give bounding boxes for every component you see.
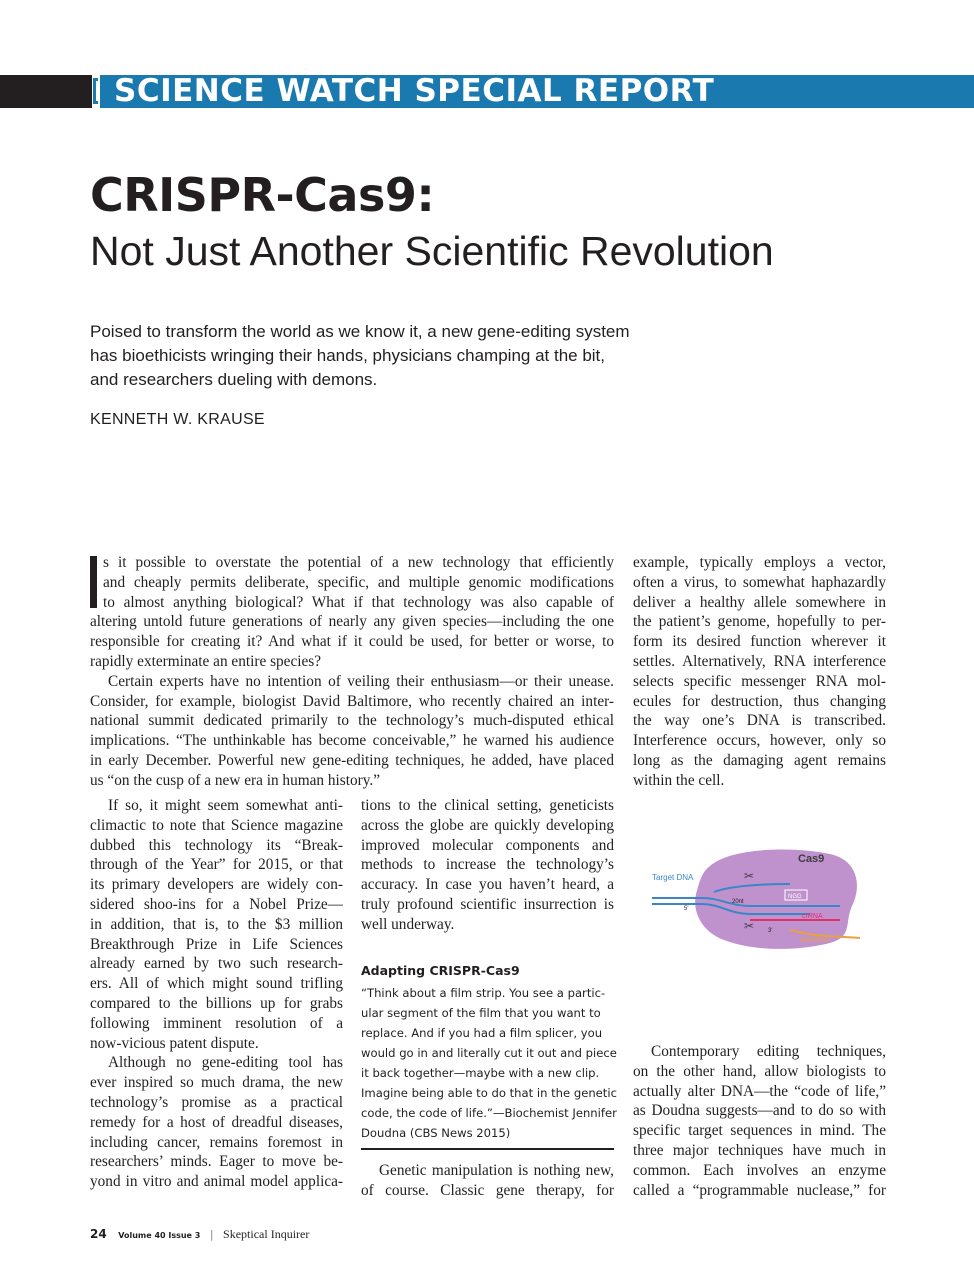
- quote-line: it back together—maybe with a new clip.: [361, 1066, 600, 1080]
- text-line: well underway.: [361, 915, 455, 933]
- text-line: compared to the billions up for grabs: [90, 994, 343, 1012]
- article-deck: [90, 320, 690, 392]
- quote-line: replace. And if you had a film splicer, you: [361, 1026, 603, 1040]
- sidebar-rule: [361, 1148, 614, 1150]
- text-line: us “on the cusp of a new era in human history.”: [90, 771, 380, 789]
- text-line: Although no gene-editing tool has: [108, 1054, 343, 1072]
- text-line: Interference occurs, however, only so: [633, 732, 886, 750]
- quote-line: code, the code of life.”—Biochemist Jennifer: [361, 1106, 617, 1120]
- text-line: often a virus, to somewhat haphazardly: [633, 573, 886, 591]
- text-line: If so, it might seem somewhat anti-: [108, 797, 343, 814]
- text-line: researchers’ minds. Eager to move be-: [90, 1153, 343, 1171]
- cas9-label: Cas9: [798, 853, 825, 865]
- text-line: in addition, that is, to the $3 million: [90, 915, 343, 933]
- three-prime-label: 3′: [768, 928, 773, 934]
- byline: KENNETH W. KRAUSE: [90, 411, 265, 428]
- text-line: improved molecular components and: [361, 836, 614, 854]
- text-line: altering untold future generations of nearly any given species—including the one: [90, 613, 614, 631]
- article-subtitle: Not Just Another Scientific Revolution: [90, 228, 774, 274]
- text-line: through of the Year” for 2015, or that: [90, 856, 343, 874]
- text-line: Consider, for example, biologist David Baltimore, who recently chaired an inter-: [90, 692, 614, 710]
- target-dna-label: Target DNA: [652, 873, 694, 882]
- ngg-label: NGG: [788, 894, 802, 900]
- text-line: in early December. Powerful new gene-editing techniques, he added, have placed: [90, 751, 614, 769]
- text-line: across the globe are quickly developing: [361, 816, 614, 834]
- deck-line: Poised to transform the world as we know it, a new gene-editing system: [90, 322, 630, 341]
- page-number: 24: [90, 1227, 107, 1241]
- text-line: actually alter DNA—the “code of life,”: [633, 1082, 886, 1100]
- text-line: and cheaply permits deliberate, specific, and multiple genomic modifications: [103, 573, 614, 591]
- quote-line: would go in and literally cut it out and piece: [361, 1046, 617, 1060]
- column-2: [361, 796, 614, 935]
- text-line: dubbed this technology its “Break-: [90, 836, 343, 854]
- magazine-name: Skeptical Inquirer: [223, 1227, 310, 1241]
- text-line: the way one’s DNA is transcribed.: [633, 712, 886, 730]
- text-line: s it possible to overstate the potential of a new technology that efficiently: [103, 554, 614, 571]
- issue-info: Volume 40 Issue 3: [118, 1231, 201, 1240]
- text-line: common. Each involves an enzyme: [633, 1161, 886, 1179]
- text-line: example, typically employs a vector,: [633, 554, 886, 571]
- banner-black-bar: [0, 75, 92, 108]
- text-line: including cancer, remains foremost in: [90, 1133, 343, 1151]
- section-banner: SCIENCE WATCH SPECIAL REPORT: [114, 73, 715, 109]
- crispr-cas9-diagram: [640, 840, 880, 960]
- text-line: Genetic manipulation is nothing new,: [379, 1162, 614, 1179]
- text-line: accuracy. In case you haven’t heard, a: [361, 876, 614, 894]
- deck-line: and researchers dueling with demons.: [90, 370, 378, 389]
- text-line: as Doudna suggests—and to do so with: [633, 1102, 886, 1120]
- text-line: sidered shoo-ins for a Nobel Prize—: [90, 895, 343, 913]
- article-title: CRISPR-Cas9:: [90, 168, 435, 222]
- text-line: selects specific messenger RNA mol-: [633, 672, 886, 690]
- scissors-icon: ✂: [744, 919, 755, 933]
- column-2-continued: [361, 1161, 614, 1201]
- quote-line: ular segment of the film that you want to: [361, 1006, 601, 1020]
- intro-paragraphs: [90, 553, 614, 791]
- text-line: the patient’s genome, hopefully to per-: [633, 613, 886, 631]
- text-line: already earned by two such research-: [90, 955, 343, 973]
- text-line: implications. “The unthinkable has become conceivable,” he warned his audience: [90, 732, 614, 750]
- text-line: remedy for a host of dreadful diseases,: [90, 1113, 343, 1131]
- text-line: within the cell.: [633, 771, 725, 789]
- scissors-icon: ✂: [744, 869, 755, 883]
- text-line: Contemporary editing techniques,: [651, 1043, 886, 1060]
- text-line: form its desired function wherever it: [633, 633, 886, 651]
- text-line: climactic to note that Science magazine: [90, 816, 343, 834]
- text-line: deliver a healthy allele somewhere in: [633, 593, 886, 611]
- deck-line: has bioethicists wringing their hands, physicians champing at the bit,: [90, 346, 606, 365]
- quote-line: Doudna (CBS News 2015): [361, 1126, 511, 1140]
- text-line: national summit dedicated primarily to the technology’s much-disputed ethical: [90, 712, 614, 730]
- text-line: technology’s promise as a practical: [90, 1093, 343, 1111]
- text-line: tions to the clinical setting, geneticists: [361, 797, 614, 814]
- text-line: rapidly exterminate an entire species?: [90, 652, 322, 670]
- text-line: to almost anything biological? What if that technology was also capable of: [103, 593, 614, 611]
- text-line: now-vicious patent dispute.: [90, 1034, 259, 1052]
- text-line: three major techniques have much in: [633, 1141, 886, 1159]
- text-line: of course. Classic gene therapy, for: [361, 1181, 614, 1199]
- text-line: truly profound scientific insurrection is: [361, 895, 614, 913]
- text-line: settles. Alternatively, RNA interference: [633, 652, 886, 670]
- five-prime-label: 5′: [684, 906, 689, 912]
- footer-separator: |: [209, 1228, 214, 1241]
- quote-line: Imagine being able to do that in the genetic: [361, 1086, 617, 1100]
- column-1: [90, 796, 343, 1192]
- text-line: long as the damaging agent remains: [633, 751, 886, 769]
- text-line: yond in vitro and animal model applica-: [90, 1173, 343, 1191]
- sidebar-heading: Adapting CRISPR-Cas9: [361, 963, 520, 978]
- text-line: methods to increase the technology’s: [361, 856, 614, 874]
- text-line: following imminent resolution of a: [90, 1014, 343, 1032]
- tracrrna-label: tracrRNA: [800, 937, 829, 944]
- sidebar-quote: [361, 983, 617, 1143]
- text-line: ecules for destruction, thus changing: [633, 692, 886, 710]
- quote-line: “Think about a film strip. You see a partic-: [361, 986, 606, 1000]
- text-line: ever inspired so much drama, the new: [90, 1074, 343, 1092]
- column-3: [633, 553, 886, 791]
- nt-label: 20nt: [732, 899, 744, 905]
- cas9-protein-shape: [695, 850, 857, 949]
- banner-bracket: [93, 78, 98, 104]
- text-line: Certain experts have no intention of veiling their enthusiasm—or their unease.: [108, 672, 614, 690]
- column-3-continued: [633, 1042, 886, 1200]
- text-line: specific target sequences in mind. The: [633, 1122, 886, 1140]
- text-line: its primary developers are widely con-: [90, 876, 343, 894]
- text-line: ers. All of which might sound trifling: [90, 975, 343, 993]
- text-line: Breakthrough Prize in Life Sciences: [90, 935, 343, 953]
- crrna-label: crRNA: [802, 913, 823, 920]
- text-line: on the other hand, allow biologists to: [633, 1062, 886, 1080]
- text-line: responsible for creating it? And what if it could be used, for better or worse, to: [90, 633, 614, 651]
- page-footer: [90, 1227, 309, 1242]
- text-line: called a “programmable nuclease,” for: [633, 1181, 886, 1199]
